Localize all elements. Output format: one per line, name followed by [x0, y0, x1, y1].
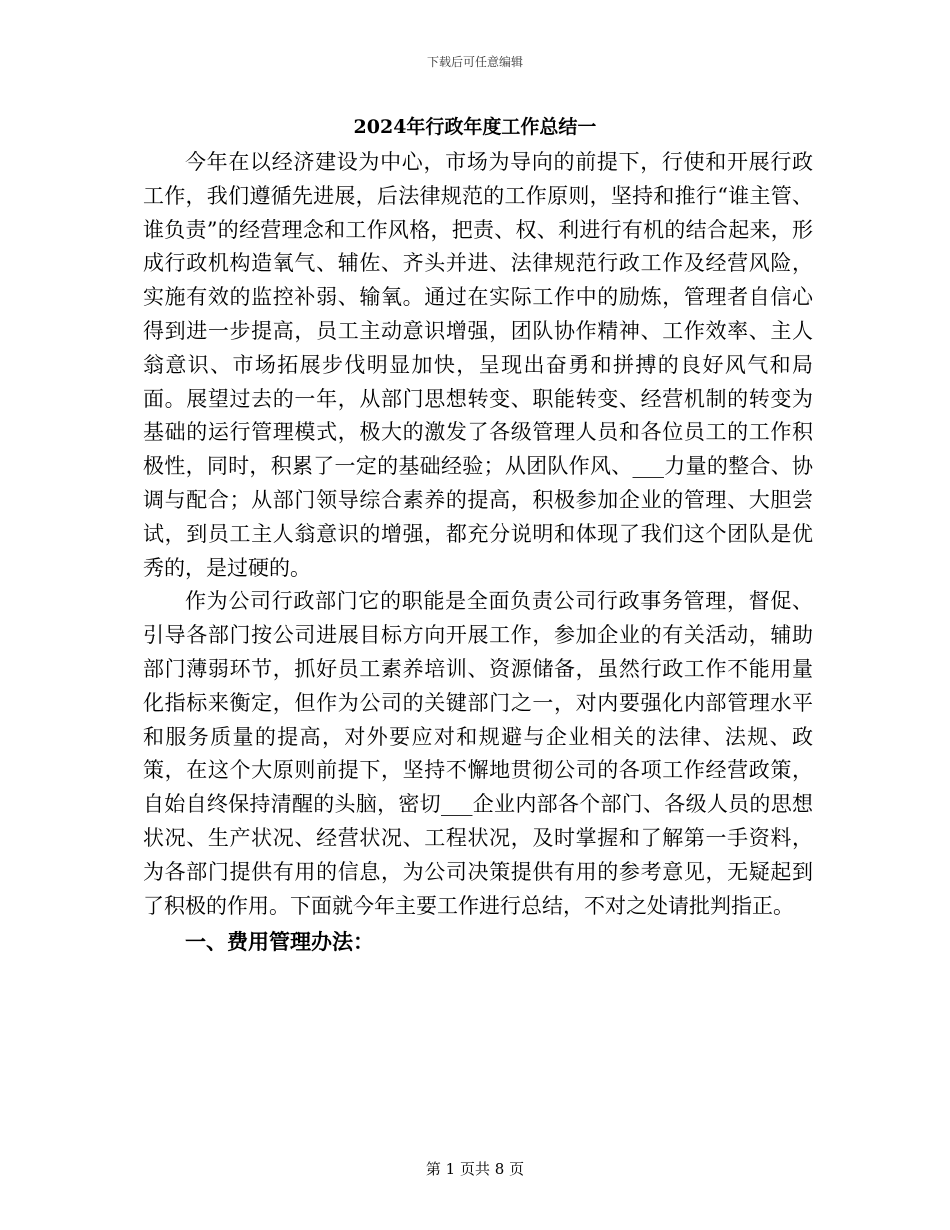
page-header: 下载后可任意编辑	[426, 55, 523, 69]
section-heading: 一、费用管理办法：	[185, 929, 374, 955]
document-body	[143, 146, 813, 959]
page-footer: 第 1 页共 8 页	[425, 1160, 525, 1178]
paragraph-2: 作为公司行政部门它的职能是全面负责公司行政事务管理，督促、引导各部门按公司进展目标方向开展工作，参加企业的有关活动，辅助部门薄弱环节，抓好员工素养培训、资源储备，虽然行政工作不能用量化指标来衡定，但作为公司的关键部门之一，对内要强化内部管理水平和服务质量的提高，对外要应对和规避与企业相关的法律、法规、政策，在这个大原则前提下，坚持不懈地贯彻公司的各项工作经营政策，自始自终保持清醒的头脑，密切___企业内部各个部门、各级人员的思想状况、生产状况、经营状况、工程状况，及时掌握和了解第一手资料，为各部门提供有用的信息，为公司决策提供有用的参考意见，无疑起到了积极的作用。下面就今年主要工作进行总结，不对之处请批判指正。	[143, 589, 813, 918]
paragraph-1: 今年在以经济建设为中心，市场为导向的前提下，行使和开展行政工作，我们遵循先进展，后法律规范的工作原则，坚持和推行“谁主管、谁负责”的经营理念和工作风格，把责、权、利进行有机的结合起来，形成行政机构造氧气、辅佐、齐头并进、法律规范行政工作及经营风险，实施有效的监控补弱、输氧。通过在实际工作中的励炼，管理者自信心得到进一步提高，员工主动意识增强，团队协作精神、工作效率、主人翁意识、市场拓展步伐明显加快，呈现出奋勇和拼搏的良好风气和局面。展望过去的一年，从部门思想转变、职能转变、经营机制的转变为基础的运行管理模式，极大的激发了各级管理人员和各位员工的工作积极性，同时，积累了一定的基础经验；从团队作风、___力量的整合、协调与配合；从部门领导综合素养的提高，积极参加企业的管理、大胆尝试，到员工主人翁意识的增强，都充分说明和体现了我们这个团队是优秀的，是过硬的。	[143, 150, 813, 580]
document-title: 2024年行政年度工作总结一	[353, 116, 597, 138]
